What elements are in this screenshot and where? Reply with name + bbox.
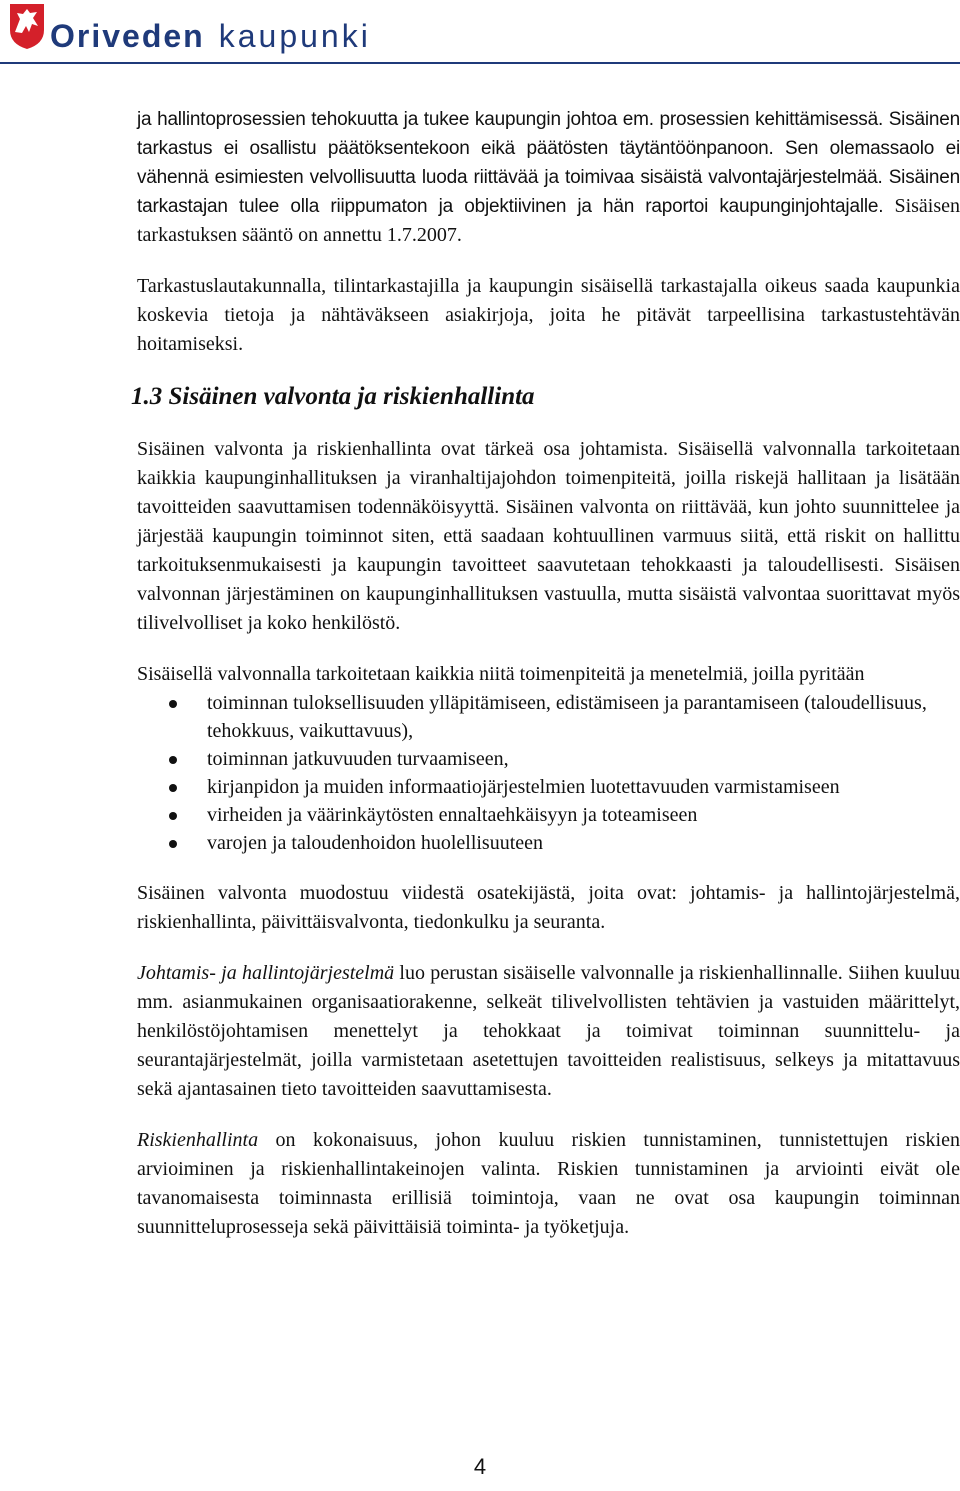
list-item xyxy=(137,801,960,829)
section-heading: 1.3 Sisäinen valvonta ja riskienhallinta xyxy=(131,383,535,410)
risk-management-text: on kokonaisuus, johon kuuluu riskien tunnistaminen, tunnistettujen riskien arvioiminen ja riskienhallintakeinojen valinta. Riskien tunnistaminen ja arviointi eivät ole tavanomaisesta toiminnasta erillisiä toimintoja, vaan ne ovat osa kaupungin toiminnan suunnitteluprosesseja sekä päivittäisiä toiminta- ja työketjuja. xyxy=(137,1129,960,1238)
management-system-term: Johtamis- ja hallintojärjestelmä xyxy=(137,962,395,984)
paragraph-control-components: Sisäinen valvonta muodostuu viidestä osatekijästä, joita ovat: johtamis- ja hallintojärjestelmä, riskienhallinta, päivittäisvalvonta, tiedonkulku ja seuranta. xyxy=(137,882,960,933)
logo-wordmark xyxy=(50,18,371,55)
list-item-text: virheiden ja väärinkäytösten ennaltaehkäisyyn ja toteamiseen xyxy=(207,804,698,826)
paragraph-internal-control: Sisäinen valvonta ja riskienhallinta ovat tärkeä osa johtamista. Sisäisellä valvonnalla tarkoitetaan kaikkia kaupunginhallituksen ja viranhaltijajohdon toimenpiteitä, joilla riskejä hallitaan ja lisätään tavoitteiden saavuttamisen todennäköisyyttä. Sisäinen valvonta on riittävää, kun johto suunnittelee ja järjestää kaupungin toiminnot siten, että saadaan kohtuullinen varmuus siitä, että riskit on hallittu tarkoituksenmukaisesti ja kaupungin tavoitteet saavutetaan tehokkaasti ja taloudellisesti. Sisäisen valvonnan järjestäminen on kaupunginhallituksen vastuulla, mutta sisäistä valvontaa suorittavat myös tilivelvolliset ja koko henkilöstö. xyxy=(137,438,960,634)
logo-name: Oriveden xyxy=(50,18,205,54)
bullet-icon xyxy=(169,784,177,792)
paragraph-control-aims: Sisäisellä valvonnalla tarkoitetaan kaikkia niitä toimenpiteitä ja menetelmiä, joilla pyritään xyxy=(137,663,865,685)
list-item xyxy=(137,689,960,745)
page-number: 4 xyxy=(473,1454,487,1479)
list-item xyxy=(137,745,960,773)
internal-audit-text: ja hallintoprosessien tehokuutta ja tukee kaupungin johtoa em. prosessien kehittämisessä. Sisäinen tarkastus ei osallistu päätöksentekoon eikä päätösten täytäntöönpanoon. Sen olemassaolo ei vähennä esimiesten velvollisuutta luoda riittävää ja toimivaa sisäistä valvontajärjestelmää. Sisäinen tarkastajan tulee olla riippumaton ja objektiivinen ja hän raportoi kaupunginjohtajalle. xyxy=(137,109,960,217)
document-body xyxy=(131,105,960,1242)
list-item-text: toiminnan tuloksellisuuden ylläpitämiseen, edistämiseen ja parantamiseen (taloudellisuus, tehokkuus, vaikuttavuus), xyxy=(207,692,927,742)
paragraph-internal-audit xyxy=(137,105,960,250)
management-system-text: luo perustan sisäiselle valvonnalle ja riskienhallinnalle. Siihen kuuluu mm. asianmukainen organisaatiorakenne, selkeät tilivelvollisten tehtävien ja vastuiden määrittelyt, henkilöstöjohtamisen menettelyt ja tehokkaat ja toimivat toiminnan suunnittelu- ja seurantajärjestelmät, joilla varmistetaan asetettujen tavoitteiden realistisuus, selkeys ja mitattavuus sekä ajantasainen tieto tavoitteiden saavuttamisesta. xyxy=(137,962,960,1100)
paragraph-management-system xyxy=(137,959,960,1104)
bullet-icon xyxy=(169,812,177,820)
header-rule xyxy=(0,62,960,64)
list-item-text: toiminnan jatkuvuuden turvaamiseen, xyxy=(207,748,509,770)
bullet-icon xyxy=(169,700,177,708)
list-item-text: kirjanpidon ja muiden informaatiojärjestelmien luotettavuuden varmistamiseen xyxy=(207,776,840,798)
orivesi-crest-logo xyxy=(8,2,46,50)
paragraph-risk-management xyxy=(137,1126,960,1242)
list-item xyxy=(137,829,960,857)
bullet-icon xyxy=(169,840,177,848)
risk-management-term: Riskienhallinta xyxy=(137,1129,259,1151)
logo-suffix: kaupunki xyxy=(218,18,371,54)
audit-rule-date-text: Sisäisen tarkastuksen sääntö on annettu 1.7.2007. xyxy=(137,195,960,246)
bullet-icon xyxy=(169,756,177,764)
page-header xyxy=(0,0,960,70)
list-item xyxy=(137,773,960,801)
control-aims-list xyxy=(137,689,960,857)
list-item-text: varojen ja taloudenhoidon huolellisuuteen xyxy=(207,832,544,854)
paragraph-audit-rights: Tarkastuslautakunnalla, tilintarkastajilla ja kaupungin sisäisellä tarkastajalla oikeus saada kaupunkia koskevia tietoja ja nähtäväkseen asiakirjoja, joita he pitävät tarpeellisina tarkastustehtävän hoitamiseksi. xyxy=(137,275,960,355)
